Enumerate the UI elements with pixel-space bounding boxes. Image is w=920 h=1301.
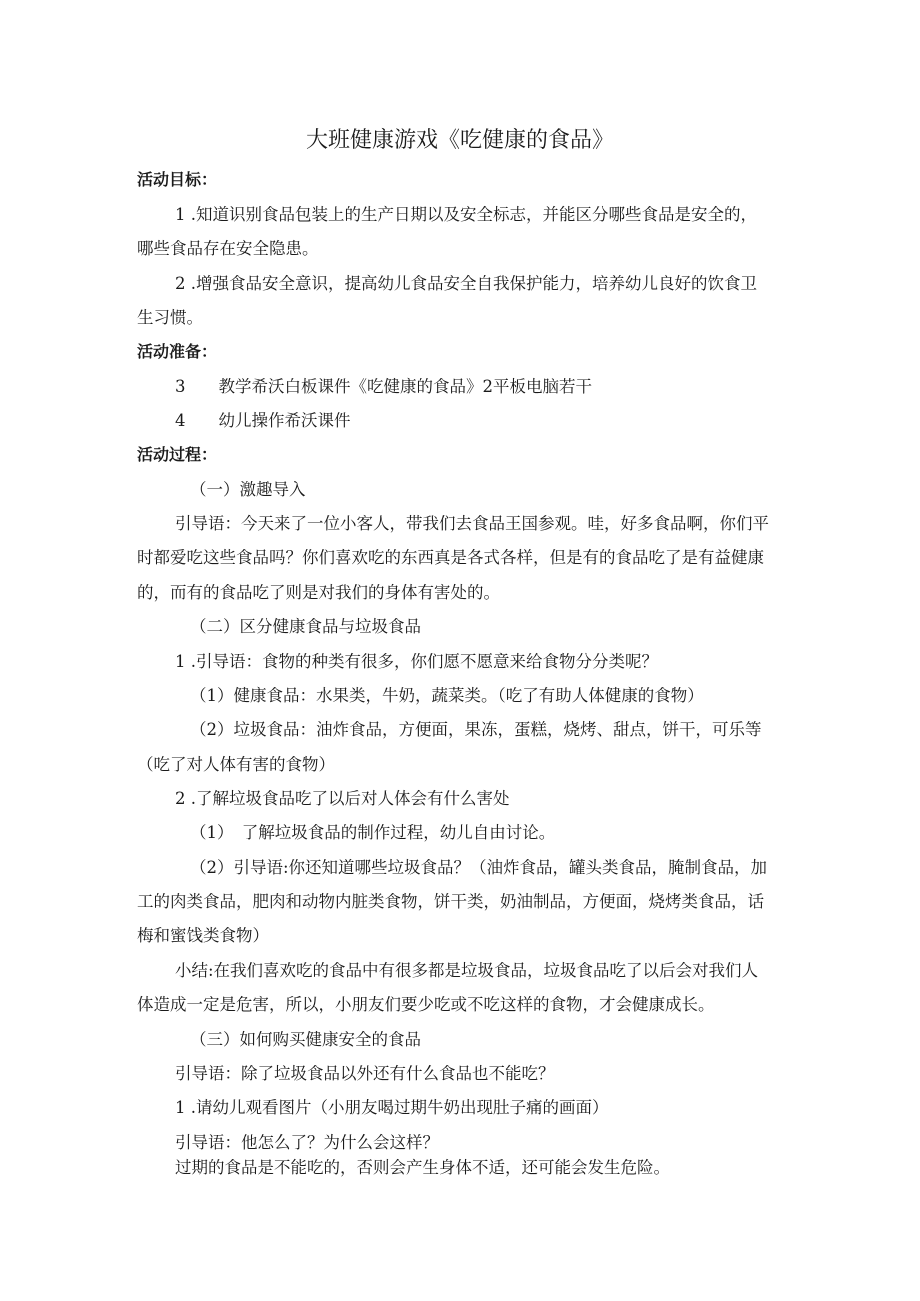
paragraph-line: （吃了对人体有害的食物）: [137, 755, 335, 774]
paragraph-line: 3 教学希沃白板课件《吃健康的食品》2平板电脑若干: [175, 377, 592, 396]
subsection-heading: （三）如何购买健康安全的食品: [190, 1030, 421, 1049]
paragraph-line: 1 .请幼儿观看图片（小朋友喝过期牛奶出现肚子痛的画面）: [175, 1098, 609, 1117]
paragraph-line: （1） 了解垃圾食品的制作过程，幼儿自由讨论。: [190, 823, 556, 842]
paragraph-line: 2 .了解垃圾食品吃了以后对人体会有什么害处: [175, 789, 510, 808]
subsection-heading: （二）区分健康食品与垃圾食品: [190, 617, 421, 636]
paragraph-line: 时都爱吃这些食品吗？你们喜欢吃的东西真是各式各样，但是有的食品吃了是有益健康: [137, 548, 764, 567]
paragraph-line: 引导语：今天来了一位小客人，带我们去食品王国参观。哇，好多食品啊，你们平: [175, 514, 769, 533]
paragraph-line: 过期的食品是不能吃的，否则会产生身体不适，还可能会发生危险。: [175, 1158, 670, 1177]
paragraph-line: 体造成一定是危害，所以，小朋友们要少吃或不吃这样的食物，才会健康成长。: [137, 995, 715, 1014]
paragraph-line: 工的肉类食品，肥肉和动物内脏类食物，饼干类，奶油制品，方便面，烧烤类食品，话: [137, 892, 764, 911]
paragraph-line: 4 幼儿操作希沃课件: [175, 411, 351, 430]
paragraph-line: 小结:在我们喜欢吃的食品中有很多都是垃圾食品，垃圾食品吃了以后会对我们人: [175, 961, 759, 980]
paragraph-line: 2 .增强食品安全意识，提高幼儿食品安全自我保护能力，培养幼儿良好的饮食卫: [175, 274, 757, 293]
section-heading-process: 活动过程：: [137, 445, 218, 464]
paragraph-line: （2）引导语:你还知道哪些垃圾食品？（油炸食品，罐头类食品，腌制食品，加: [190, 858, 768, 877]
paragraph-line: 引导语：他怎么了？为什么会这样？: [175, 1133, 439, 1152]
paragraph-line: 生习惯。: [137, 308, 203, 327]
document-title: 大班健康游戏《吃健康的食品》: [305, 128, 614, 153]
section-heading-preparation: 活动准备：: [137, 342, 218, 361]
paragraph-line: （2）垃圾食品：油炸食品，方便面，果冻，蛋糕，烧烤、甜点，饼干，可乐等: [190, 720, 762, 739]
paragraph-line: 梅和蜜饯类食物）: [137, 926, 269, 945]
section-heading-goals: 活动目标：: [137, 170, 218, 189]
paragraph-line: 的，而有的食品吃了则是对我们的身体有害处的。: [137, 583, 500, 602]
subsection-heading: （一）激趣导入: [190, 480, 306, 499]
paragraph-line: 1 .引导语：食物的种类有很多，你们愿不愿意来给食物分分类呢？: [175, 652, 658, 671]
paragraph-line: 哪些食品存在安全隐患。: [137, 239, 319, 258]
paragraph-line: 引导语：除了垃圾食品以外还有什么食品也不能吃？: [175, 1064, 555, 1083]
paragraph-line: 1 .知道识别食品包装上的生产日期以及安全标志，并能区分哪些食品是安全的，: [175, 205, 757, 224]
paragraph-line: （1）健康食品：水果类，牛奶，蔬菜类。（吃了有助人体健康的食物）: [190, 686, 704, 705]
